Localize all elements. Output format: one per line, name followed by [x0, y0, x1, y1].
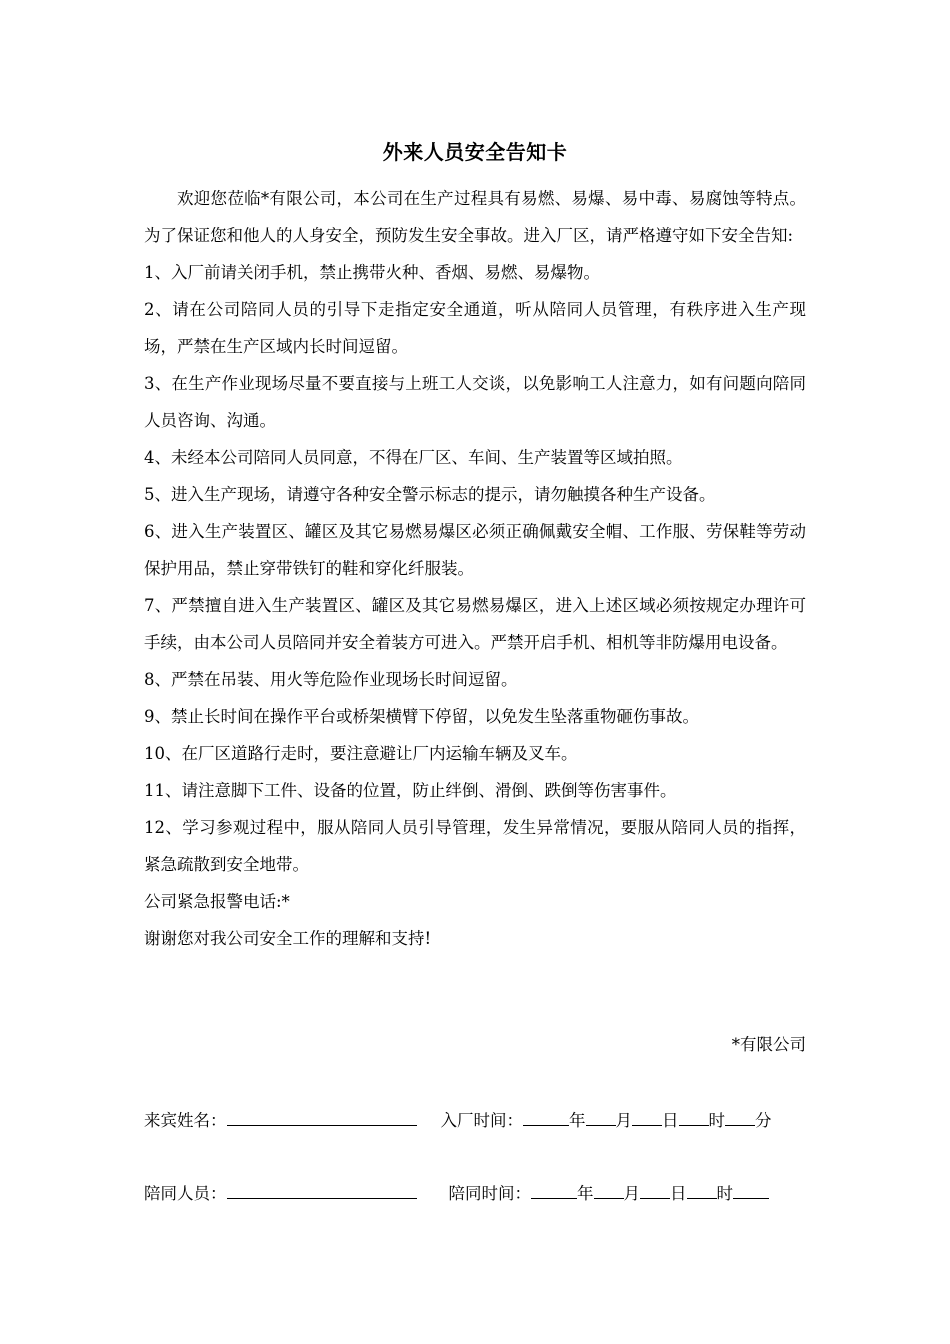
rule-item-5: 5、进入生产现场，请遵守各种安全警示标志的提示，请勿触摸各种生产设备。 [144, 485, 716, 504]
escort-month-field[interactable] [594, 1180, 624, 1199]
entry-minute-unit: 分 [755, 1111, 772, 1130]
emergency-phone: 公司紧急报警电话:* [144, 892, 290, 911]
escort-name-label: 陪同人员： [144, 1184, 227, 1203]
escort-form-row [144, 1180, 824, 1207]
entry-year-unit: 年 [569, 1111, 586, 1130]
entry-month-field[interactable] [586, 1107, 616, 1126]
thanks-line: 谢谢您对我公司安全工作的理解和支持! [144, 929, 432, 948]
entry-day-field[interactable] [632, 1107, 662, 1126]
visitor-name-field[interactable] [227, 1107, 417, 1126]
entry-month-unit: 月 [615, 1111, 632, 1130]
rule-item-11: 11、请注意脚下工件、设备的位置，防止绊倒、滑倒、跌倒等伤害事件。 [144, 781, 677, 800]
rule-item-8: 8、严禁在吊装、用火等危险作业现场长时间逗留。 [144, 670, 518, 689]
rule-item-12: 12、学习参观过程中，服从陪同人员引导管理，发生异常情况，要服从陪同人员的指挥，紧急疏散到安全地带。 [144, 818, 806, 874]
escort-time-label: 陪同时间： [448, 1184, 531, 1203]
rule-item-9: 9、禁止长时间在操作平台或桥架横臂下停留，以免发生坠落重物砸伤事故。 [144, 707, 699, 726]
escort-day-unit: 日 [670, 1184, 687, 1203]
rule-item-7: 7、严禁擅自进入生产装置区、罐区及其它易燃易爆区，进入上述区域必须按规定办理许可手续，由本公司人员陪同并安全着装方可进入。严禁开启手机、相机等非防爆用电设备。 [144, 596, 806, 652]
entry-time-label: 入厂时间： [440, 1111, 523, 1130]
entry-hour-unit: 时 [708, 1111, 725, 1130]
entry-hour-field[interactable] [679, 1107, 709, 1126]
escort-year-unit: 年 [577, 1184, 594, 1203]
visitor-name-label: 来宾姓名： [144, 1111, 227, 1130]
entry-minute-field[interactable] [725, 1107, 755, 1126]
document-title: 外来人员安全告知卡 [382, 140, 568, 164]
rule-item-6: 6、进入生产装置区、罐区及其它易燃易爆区必须正确佩戴安全帽、工作服、劳保鞋等劳动保护用品，禁止穿带铁钉的鞋和穿化纤服装。 [144, 522, 806, 578]
rule-item-10: 10、在厂区道路行走时，要注意避让厂内运输车辆及叉车。 [144, 744, 578, 763]
escort-minute-field[interactable] [733, 1180, 769, 1199]
intro-paragraph: 欢迎您莅临*有限公司，本公司在生产过程具有易燃、易爆、易中毒、易腐蚀等特点。为了保证您和他人的人身安全，预防发生安全事故。进入厂区，请严格遵守如下安全告知: [144, 189, 806, 245]
escort-hour-field[interactable] [687, 1180, 717, 1199]
document-body [144, 180, 806, 957]
escort-year-field[interactable] [531, 1180, 577, 1199]
escort-month-unit: 月 [623, 1184, 640, 1203]
entry-day-unit: 日 [662, 1111, 679, 1130]
visitor-form-row [144, 1107, 824, 1134]
rule-item-1: 1、入厂前请关闭手机，禁止携带火种、香烟、易燃、易爆物。 [144, 263, 600, 282]
escort-hour-unit: 时 [716, 1184, 733, 1203]
rule-item-2: 2、请在公司陪同人员的引导下走指定安全通道，听从陪同人员管理，有秩序进入生产现场，严禁在生产区域内长时间逗留。 [144, 300, 806, 356]
entry-year-field[interactable] [523, 1107, 569, 1126]
rule-item-4: 4、未经本公司陪同人员同意，不得在厂区、车间、生产装置等区域拍照。 [144, 448, 683, 467]
company-signature: *有限公司 [731, 1035, 806, 1054]
rule-item-3: 3、在生产作业现场尽量不要直接与上班工人交谈，以免影响工人注意力，如有问题向陪同人员咨询、沟通。 [144, 374, 806, 430]
escort-name-field[interactable] [227, 1180, 417, 1199]
escort-day-field[interactable] [640, 1180, 670, 1199]
